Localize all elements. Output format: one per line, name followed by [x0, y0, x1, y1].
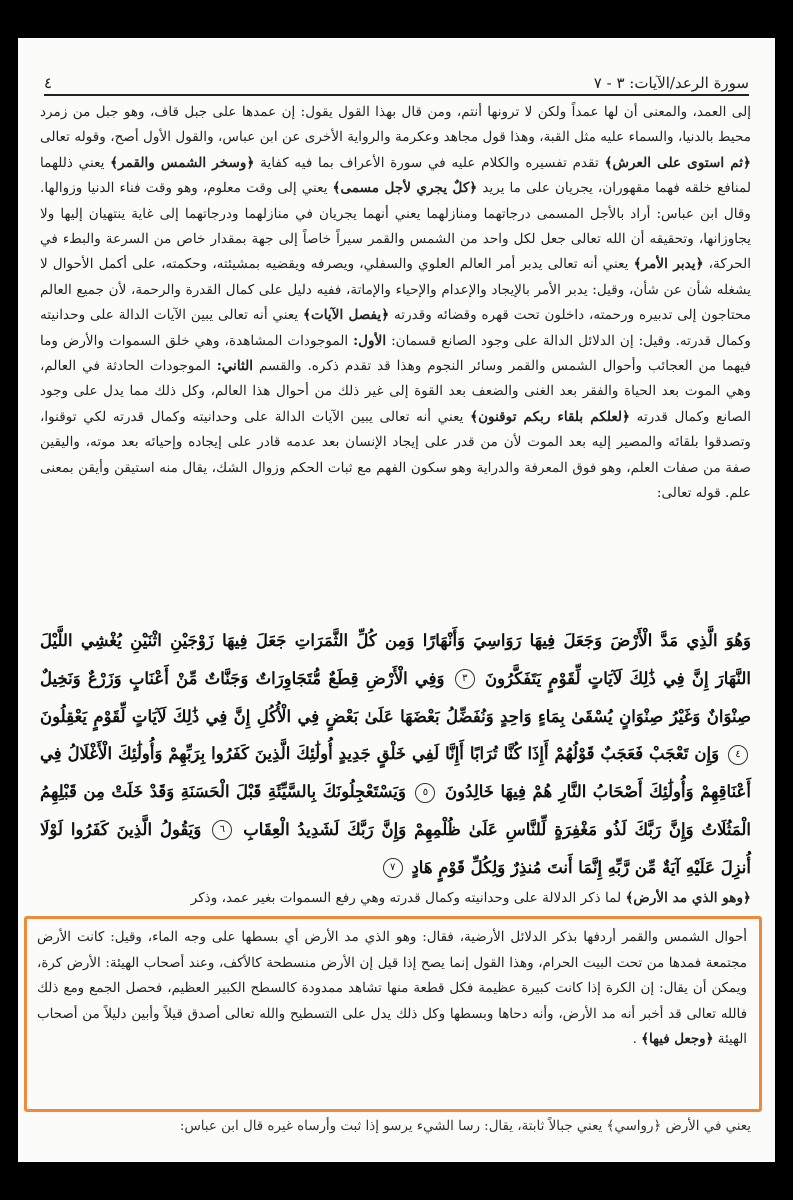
commentary-span: يعني أنه تعالى يبين الآيات الدالة على وحدانيته وكمال قدرته لكي توقنوا، وتصدقوا بلقائه والمصير إليه بعد الموت لأن من قدر على إيجاد الإنسان بعد عدمه قادر على إيجاده وإحيائه بعد موته، واليقين صفة من صفات العلم، وهو فوق المعرفة والدراية وهو سكون الفهم مع ثبات الحكم وزوال الشك، يقال منه استيقن وأيقن بمعنى علم. قوله تعالى: — [40, 408, 751, 502]
post-verse-commentary — [40, 886, 751, 910]
bold-term: الثاني: — [216, 358, 253, 375]
verse-text: وَفِي الْأَرْضِ قِطَعٌ مُّتَجَاوِرَاتٌ وَجَنَّاتٌ مِّنْ أَعْنَابٍ وَزَرْعٌ وَنَخِيلٌ صِنْوَانٌ وَغَيْرُ صِنْوَانٍ يُسْقَىٰ بِمَاءٍ وَاحِدٍ وَنُفَضِّلُ بَعْضَهَا عَلَىٰ بَعْضٍ فِي الْأُكُلِ إِنَّ فِي ذَٰلِكَ لَآيَاتٍ لِّقَوْمٍ يَعْقِلُونَ — [40, 668, 751, 726]
bold-term: الأول: — [353, 332, 387, 349]
commentary-span: تقدم تفسيره والكلام عليه في سورة الأعراف بما فيه كفاية — [260, 154, 599, 171]
commentary-span: الموجودات الحادثة في العالم، وهي الموت بعد الحياة والفقر بعد الغنى والضعف بعد القوة إلى غير ذلك من أحوال هذا العالم، وكل ذلك مما يدل على وجود الصانع وكمال قدرته — [40, 358, 752, 425]
commentary-span: يعني ذللهما لمنافع خلقه فهما مقهوران، يجريان على ما يريد — [40, 154, 751, 197]
highlighted-passage — [24, 916, 762, 1112]
commentary-span: يعني أنه تعالى يدبر أمر العالم العلوي والسفلي، ويصرفه ويقضيه بمشيئته، وحكمته، على أكمل الأحوال لا يشغله شأن عن شأن، وقيل: يدبر الأمر بالإيجاد والإعدام والإحياء والإماتة، ففيه دليل على كمال القدرة والرحمة، لأن جميع العالم محتاجون إلى تدبيره ورحمته، داخلون تحت قهره وقضائه وقدرته — [40, 256, 751, 324]
quran-quote: ﴿يفصل الآيات﴾ — [303, 307, 390, 324]
commentary-span: يعني أنه تعالى يبين الآيات الدالة على وحدانيته وكمال قدرته. وقيل: إن الدلائل الدالة على وجود الصانع قسمان: — [40, 307, 751, 349]
verse-text: وَهُوَ الَّذِي مَدَّ الْأَرْضَ وَجَعَلَ فِيهَا رَوَاسِيَ وَأَنْهَارًا وَمِن كُلِّ الثَّمَرَاتِ جَعَلَ فِيهَا زَوْجَيْنِ اثْنَيْنِ يُغْشِي اللَّيْلَ النَّهَارَ إِنَّ فِي ذَٰلِكَ لَآيَاتٍ لِّقَوْمٍ يَتَفَكَّرُونَ — [40, 631, 751, 688]
commentary-span: لما ذكر الدلالة على وحدانيته وكمال قدرته وهي رفع السموات بغير عمد، وذكر — [190, 890, 622, 906]
quran-verses — [40, 622, 751, 887]
page-header — [44, 66, 749, 96]
quran-quote: ﴿وهو الذي مد الأرض﴾ — [625, 890, 751, 906]
commentary-span: إلى العمد، والمعنى أن لها عمداً ولكن لا ترونها أنتم، ومن قال بهذا القول يقول: إن عمدها على جبل قاف، وهو جبل من زمرد محيط بالدنيا، والسماء عليه مثل القبة، وهذا قول مجاهد وعكرمة والرواية الأخرى عن ابن عباس، والقول الأول أصح، وقوله تعالى — [40, 104, 751, 146]
verse-number-marker: ٥ — [415, 783, 435, 803]
verse-text: وَإِن تَعْجَبْ فَعَجَبٌ قَوْلُهُمْ أَإِذَا كُنَّا تُرَابًا أَإِنَّا لَفِي خَلْقٍ جَدِيدٍ أُولَٰئِكَ الَّذِينَ كَفَرُوا بِرَبِّهِمْ وَأُولَٰئِكَ الْأَغْلَالُ فِي أَعْنَاقِهِمْ وَأُولَٰئِكَ أَصْحَابُ النَّارِ هُمْ فِيهَا خَالِدُونَ — [40, 744, 751, 802]
quran-quote: ﴿وسخر الشمس والقمر﴾ — [110, 154, 255, 171]
verse-number-marker: ٤ — [728, 745, 748, 765]
surah-title: سورة الرعد/الآيات: ٣ - ٧ — [593, 74, 749, 92]
verse-number-marker: ٣ — [455, 669, 475, 689]
quran-quote: ﴿ثم استوى على العرش﴾ — [604, 154, 752, 171]
highlighted-text — [37, 925, 747, 1053]
verse-number-marker: ٦ — [212, 820, 232, 840]
verse-number-marker: ٧ — [383, 858, 403, 878]
verse-text: وَيَسْتَعْجِلُونَكَ بِالسَّيِّئَةِ قَبْلَ الْحَسَنَةِ وَقَدْ خَلَتْ مِن قَبْلِهِمُ الْمَثُلَاتُ وَإِنَّ رَبَّكَ لَذُو مَغْفِرَةٍ لِّلنَّاسِ عَلَىٰ ظُلْمِهِمْ وَإِنَّ رَبَّكَ لَشَدِيدُ الْعِقَابِ — [40, 782, 751, 839]
commentary-span: يعني في الأرض ﴿رواسي﴾ يعني جبالاً ثابتة، يقال: رسا الشيء يرسو إذا ثبت وأرساه غيره قال ابن عباس: — [179, 1119, 751, 1134]
commentary-span: الموجودات المشاهدة، وهي خلق السموات والأرض وما فيهما من العجائب وأحوال الشمس والقمر وسائر النجوم وهذا قد تقدم ذكره. والقسم — [40, 332, 752, 375]
quran-quote: ﴿يدبر الأمر﴾ — [633, 256, 704, 273]
commentary-span: . — [632, 1032, 637, 1048]
commentary-span: يعني إلى وقت معلوم، وهو وقت فناء الدنيا وزوالها. وقال ابن عباس: أراد بالأجل المسمى درجاتهما ومنازلهما يعني أنهما يجريان في منازلهما ودرجاتهما إلى غاية ينتهيان إليها ولا يجاوزانها، وتحقيقه أن الله تعالى جعل لكل واحد من الشمس والقمر سيراً خاصاً إلى جهة بمقدار خاص من السرعة والبطء في الحركة، — [40, 180, 751, 273]
quran-quote: ﴿كلٌ يجري لأجل مسمى﴾ — [332, 180, 478, 197]
quran-quote: ﴿وجعل فيها﴾ — [641, 1031, 714, 1048]
verse-text: وَيَقُولُ الَّذِينَ كَفَرُوا لَوْلَا أُنزِلَ عَلَيْهِ آيَةٌ مِّن رَّبِّهِ إِنَّمَا أَنتَ مُنذِرٌ وَلِكُلِّ قَوْمٍ هَادٍ — [40, 819, 751, 877]
quran-quote: ﴿لعلكم بلقاء ربكم توقنون﴾ — [470, 408, 630, 425]
commentary-text — [40, 100, 751, 507]
page-number: ٤ — [44, 74, 53, 92]
bottom-cut-line — [40, 1116, 751, 1138]
commentary-span: أحوال الشمس والقمر أردفها بذكر الدلائل الأرضية، فقال: وهو الذي مد الأرض أي بسطها على وجه الماء، وقيل: كانت الأرض مجتمعة فمدها من تحت البيت الحرام، وهذا القول إنما يصح إذا قيل إن الأرض منسطحة كالأكف، وعند أصحاب الهيئة: الأرض كرة، ويمكن أن يقال: إن الكرة إذا كانت كبيرة عظيمة فكل قطعة منها تشاهد ممدودة كالسطح الكبير العظيم، فحصل الجمع ومع ذلك فالله تعالى قد أخبر أنه مد الأرض، وأنه دحاها وبسطها وكل ذلك يدل على التسطيح والله تعالى أصدق قيلاً وأبين دليلاً من أصحاب الهيئة — [37, 930, 747, 1048]
book-page — [18, 38, 775, 1162]
